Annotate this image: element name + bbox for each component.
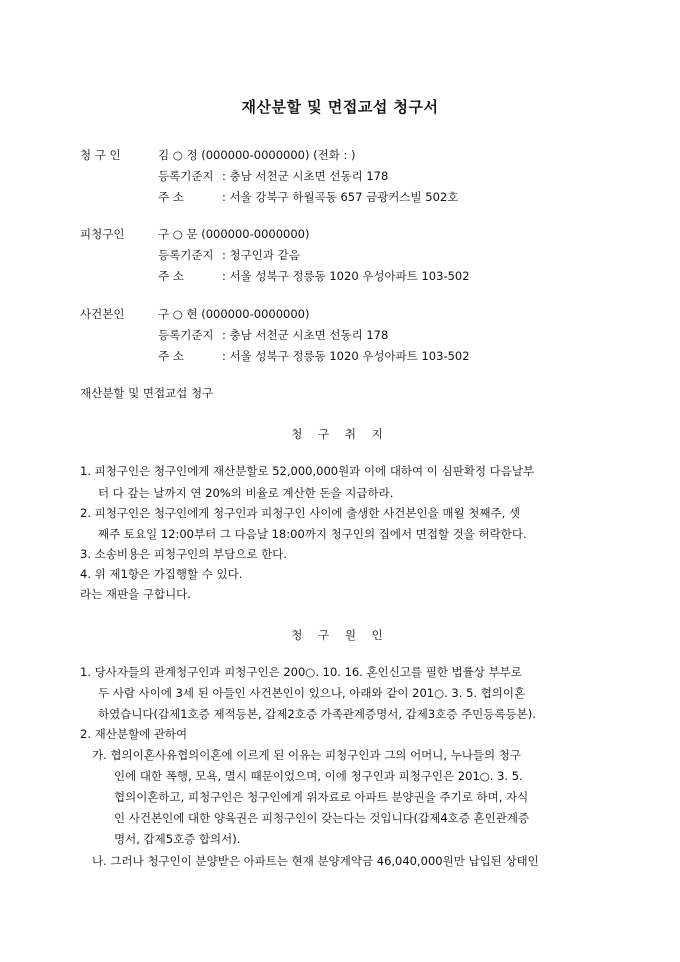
purpose-line: 3. 소송비용은 피청구인의 부담으로 한다.	[80, 547, 287, 561]
cause-line: 두 사람 사이에 3세 된 아들인 사건본인이 있으나, 아래와 같이 201○. 3. 5. 협의이혼	[98, 686, 526, 700]
principal-domicile: : 충남 서천군 시초면 선동리 178	[222, 328, 389, 342]
claimant-domicile: : 충남 서천군 시초면 선동리 178	[222, 169, 389, 183]
principal-domicile-label: 등록기준지	[158, 328, 214, 342]
principal-label: 사건본인	[80, 307, 125, 321]
claimant-name: 김 ○ 정 (000000-0000000) (전화 : )	[158, 148, 356, 162]
purpose-line: 째주 토요일 12:00부터 그 다음날 18:00까지 청구인의 집에서 면접할 것을 허락한다.	[98, 527, 527, 541]
cause-line: 나. 그러나 청구인이 분양받은 아파트는 현재 분양계약금 46,040,000원만 납입된 상태인	[92, 854, 539, 868]
principal-address-label: 주 소	[158, 349, 184, 363]
claimant-label: 청 구 인	[80, 148, 121, 162]
purpose-line: 1. 피청구인은 청구인에게 재산분할로 52,000,000원과 이에 대하여 이 심판확정 다음날부	[80, 464, 535, 478]
cause-line: 2. 재산분할에 관하여	[80, 727, 188, 741]
cause-line: 명서, 갑제5호증 합의서).	[114, 832, 241, 846]
document-title: 재산분할 및 면접교섭 청구서	[241, 98, 439, 116]
cause-line: 하였습니다(갑제1호증 제적등본, 갑제2호증 가족관계증명서, 갑제3호증 주민등록등본).	[98, 707, 536, 721]
claimant-address-label: 주 소	[158, 190, 184, 204]
respondent-domicile-label: 등록기준지	[158, 248, 214, 262]
respondent-domicile: : 청구인과 같음	[222, 248, 300, 262]
claimant-address: : 서울 강북구 하월곡동 657 금광커스빌 502호	[222, 190, 459, 204]
purpose-line: 2. 피청구인은 청구인에게 청구인과 피청구인 사이에 출생한 사건본인을 매월 첫째주, 셋	[80, 506, 520, 520]
cause-line: 가. 협의이혼사유협의이혼에 이르게 된 이유는 피청구인과 그의 어머니, 누나들의 청구	[92, 748, 522, 762]
principal-address: : 서울 성북구 정릉동 1020 우성아파트 103-502	[222, 349, 470, 363]
respondent-address-label: 주 소	[158, 269, 184, 283]
purpose-heading: 청 구 취 지	[291, 427, 389, 441]
purpose-line: 터 다 갚는 날까지 연 20%의 비율로 계산한 돈을 지급하라.	[98, 486, 394, 500]
claimant-domicile-label: 등록기준지	[158, 169, 214, 183]
cause-line: 인 사건본인에 대한 양육권은 피청구인이 갖는다는 것입니다(갑제4호증 혼인관계증	[114, 811, 530, 825]
principal-name: 구 ○ 현 (000000-0000000)	[158, 307, 310, 321]
case-name: 재산분할 및 면접교섭 청구	[80, 386, 214, 400]
respondent-address: : 서울 성북구 정릉동 1020 우성아파트 103-502	[222, 269, 470, 283]
purpose-line: 4. 위 제1항은 가집행할 수 있다.	[80, 567, 243, 581]
respondent-name: 구 ○ 문 (000000-0000000)	[158, 227, 310, 241]
purpose-closing: 라는 재판을 구합니다.	[80, 587, 191, 601]
cause-line: 인에 대한 폭행, 모욕, 멸시 때문이었으며, 이에 청구인과 피청구인은 201○. 3. 5.	[114, 769, 523, 783]
cause-line: 협의이혼하고, 피청구인은 청구인에게 위자료로 아파트 분양권을 주기로 하며, 자식	[114, 790, 529, 804]
cause-line: 1. 당사자들의 관계청구인과 피청구인은 200○. 10. 16. 혼인신고를 필한 법률상 부부로	[80, 665, 522, 679]
respondent-label: 피청구인	[80, 227, 125, 241]
cause-heading: 청 구 원 인	[291, 628, 389, 642]
